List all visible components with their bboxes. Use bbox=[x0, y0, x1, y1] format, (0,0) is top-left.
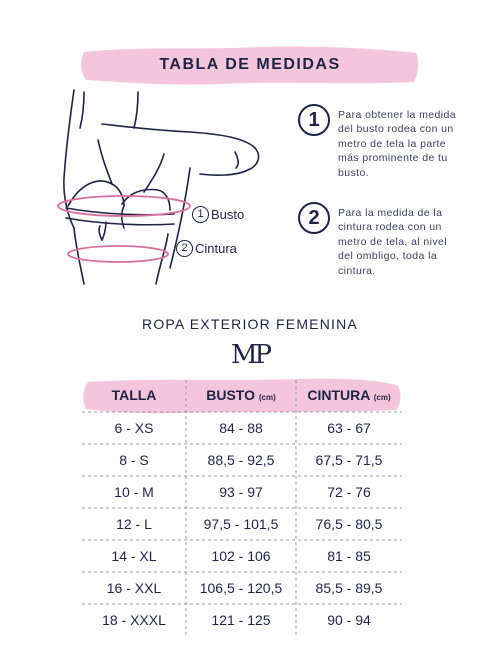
table-row bbox=[82, 445, 402, 476]
busto-label bbox=[192, 206, 244, 223]
step-2-text: Para la medida de la cintura rodea con un metro de tela, al nivel del ombligo, toda la cintura. bbox=[338, 207, 448, 277]
busto-cell: 121 - 125 bbox=[211, 612, 271, 628]
waist-measure-line bbox=[68, 246, 168, 262]
cintura-cell: 63 - 67 bbox=[327, 420, 371, 436]
table-row bbox=[82, 605, 402, 636]
cintura-number: 2 bbox=[176, 240, 193, 257]
talla-cell: 8 - S bbox=[119, 452, 149, 468]
header-busto bbox=[186, 378, 296, 412]
cintura-cell: 90 - 94 bbox=[327, 612, 371, 628]
cintura-label bbox=[176, 240, 237, 257]
body-illustration bbox=[40, 88, 270, 293]
busto-cell: 93 - 97 bbox=[219, 484, 263, 500]
brand-logo: MP bbox=[230, 340, 270, 370]
woman-torso-drawing bbox=[40, 88, 270, 288]
cintura-cell: 81 - 85 bbox=[327, 548, 371, 564]
header-cintura-label: CINTURA bbox=[307, 387, 370, 403]
header-talla: TALLA bbox=[111, 387, 157, 403]
busto-text: Busto bbox=[211, 207, 245, 222]
cintura-cell: 67,5 - 71,5 bbox=[315, 452, 383, 468]
header-cintura-unit: (cm) bbox=[373, 393, 391, 402]
busto-cell: 102 - 106 bbox=[211, 548, 271, 564]
header-cintura bbox=[296, 378, 402, 412]
header-busto-unit: (cm) bbox=[258, 393, 276, 402]
busto-cell: 106,5 - 120,5 bbox=[199, 580, 283, 596]
table-row bbox=[82, 413, 402, 444]
step-1-number: 1 bbox=[298, 104, 330, 136]
step-1-text: Para obtener la medida del busto rodea con un metro de tela la parte más prominente de tu busto. bbox=[338, 109, 456, 179]
table-row bbox=[82, 477, 402, 508]
table-row bbox=[82, 509, 402, 540]
busto-cell: 88,5 - 92,5 bbox=[207, 452, 275, 468]
busto-number: 1 bbox=[192, 206, 209, 223]
talla-cell: 16 - XXL bbox=[106, 580, 162, 596]
cintura-cell: 72 - 76 bbox=[327, 484, 371, 500]
talla-cell: 6 - XS bbox=[114, 420, 154, 436]
step-2-number: 2 bbox=[298, 202, 330, 234]
table-row bbox=[82, 573, 402, 604]
busto-cell: 97,5 - 101,5 bbox=[203, 516, 279, 532]
talla-cell: 14 - XL bbox=[111, 548, 157, 564]
section-title: ROPA EXTERIOR FEMENINA bbox=[142, 316, 358, 332]
busto-cell: 84 - 88 bbox=[219, 420, 263, 436]
title-banner bbox=[80, 44, 420, 86]
cintura-text: Cintura bbox=[195, 241, 237, 256]
size-table bbox=[82, 378, 402, 636]
header-busto-label: BUSTO bbox=[206, 387, 255, 403]
page-title: TABLA DE MEDIDAS bbox=[159, 56, 341, 73]
talla-cell: 10 - M bbox=[114, 484, 154, 500]
talla-cell: 12 - L bbox=[116, 516, 152, 532]
cintura-cell: 76,5 - 80,5 bbox=[315, 516, 383, 532]
talla-cell: 18 - XXXL bbox=[102, 612, 166, 628]
table-row bbox=[82, 541, 402, 572]
cintura-cell: 85,5 - 89,5 bbox=[315, 580, 383, 596]
